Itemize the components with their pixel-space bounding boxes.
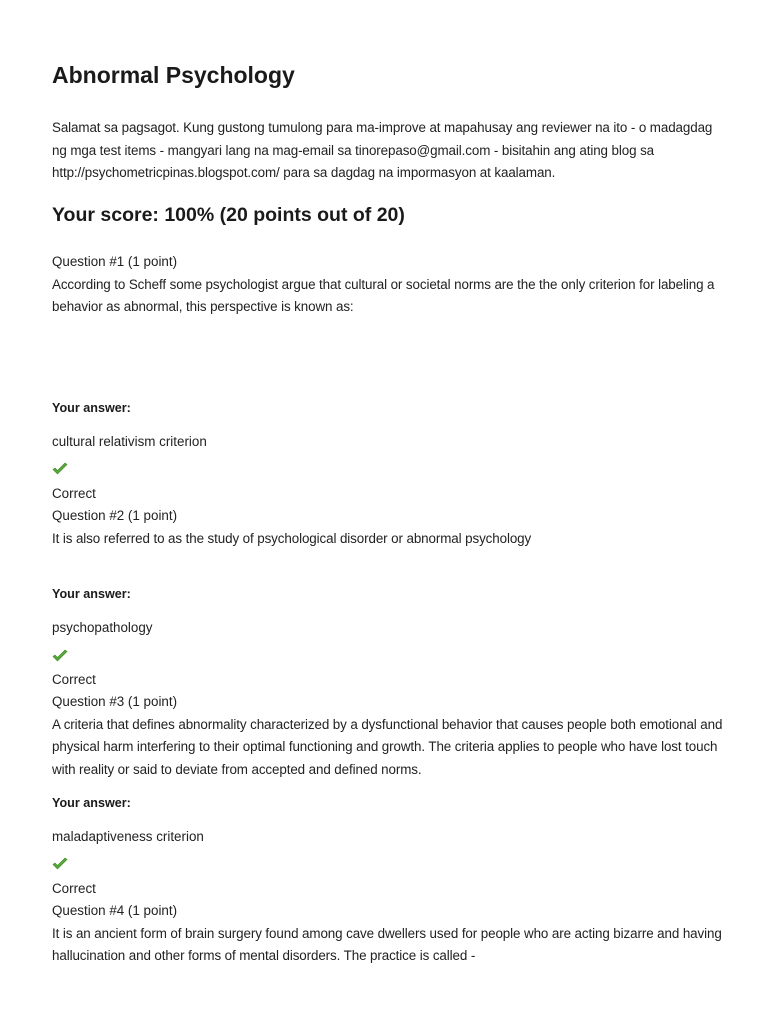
page-title: Abnormal Psychology: [52, 62, 295, 88]
question-text: It is an ancient form of brain surgery found among cave dwellers used for people who are acting bizarre and having hallucination and other forms of mental disorders. The practice is called -: [52, 925, 722, 963]
question-text: It is also referred to as the study of psychological disorder or abnormal psychology: [52, 530, 532, 546]
question-number: Question #1 (1 point): [52, 254, 178, 269]
question-number: Question #2 (1 point): [52, 508, 178, 523]
question-text: According to Scheff some psychologist argue that cultural or societal norms are the the only criterion for labeling a behavior as abnormal, this perspective is known as:: [52, 276, 715, 314]
intro-paragraph: Salamat sa pagsagot. Kung gustong tumulong para ma-improve at mapahusay ang reviewer na ito - o madagdag ng mga test items - mangyari lang na mag-email sa tinorepaso@gmail.com - bisitahin ang ating blog sa http://psychometricpinas.blogspot.com/ para sa dagdag na impormasyon at kaalaman.: [52, 120, 713, 180]
question-block-4: [52, 900, 724, 968]
question-number: Question #4 (1 point): [52, 903, 178, 918]
check-icon: [52, 649, 68, 663]
your-answer-label: Your answer:: [52, 587, 131, 601]
your-answer-label: Your answer:: [52, 401, 131, 415]
answer-value: cultural relativism criterion: [52, 434, 207, 449]
correct-status: Correct: [52, 486, 96, 501]
check-icon: [52, 462, 68, 476]
question-number: Question #3 (1 point): [52, 694, 178, 709]
correct-status: Correct: [52, 672, 96, 687]
answer-value: psychopathology: [52, 620, 153, 635]
question-block-2: [52, 505, 724, 550]
your-answer-label: Your answer:: [52, 796, 131, 810]
check-icon: [52, 857, 68, 871]
question-text: A criteria that defines abnormality characterized by a dysfunctional behavior that causes people both emotional and physical harm interfering to their optimal functioning and growth. The criteria applies to people who have lost touch with reality or said to deviate from accepted and defined norms.: [52, 716, 723, 777]
question-block-3: [52, 691, 724, 781]
correct-status: Correct: [52, 881, 96, 896]
answer-value: maladaptiveness criterion: [52, 829, 204, 844]
score-heading: Your score: 100% (20 points out of 20): [52, 204, 405, 226]
question-block-1: [52, 251, 724, 319]
